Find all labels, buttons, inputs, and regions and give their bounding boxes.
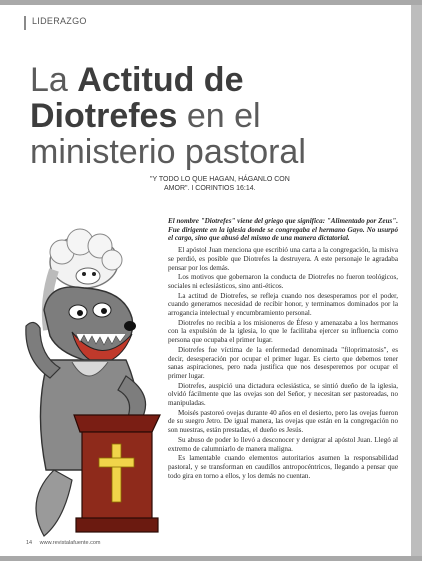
page-side-bar: [411, 5, 422, 556]
title-post: en el ministerio pastoral: [30, 97, 306, 171]
section-tag: [24, 16, 118, 30]
lead-paragraph: El nombre "Diotrefes" viene del griego que significa: "Alimentado por Zeus". Fue dirigente en la iglesia donde se congregaba el hermano Gayo. No usurpó el cargo, sino que abusó del mismo de una manera dictatorial.: [168, 217, 398, 243]
article-title: [30, 62, 400, 170]
title-bold: Actitud de Diotrefes: [30, 61, 244, 135]
paragraph: Moisés pastoreó ovejas durante 40 años en el desierto, pero las ovejas fueron de su suegro Jetro. De igual manera, las ovejas que están en la congregación no son nuestras, están prestadas, el dueño es Jesús.: [168, 408, 398, 435]
paragraph: Diotrefes no recibía a los misioneros de Éfeso y amenazaba a los hermanos con la expulsión de la iglesia, lo que le facilitaba ejercer su influencia como persona que ocupaba el primer lugar.: [168, 318, 398, 345]
quote-line-1: "Y TODO LO QUE HAGAN, HÁGANLO CON: [150, 176, 290, 183]
quote-line-2: AMOR". I CORINTIOS 16:14.: [164, 185, 256, 192]
paragraph: Es lamentable cuando elementos autoritarios asumen la responsabilidad pastoral, y se transforman en caudillos antropocéntricos, llegando a pensar que todo gira en torno a ellos, y los demás no cuentan.: [168, 454, 398, 480]
bottom-border: [0, 556, 422, 561]
paragraph: Diotrefes fue víctima de la enfermedad denominada "filoprimatosis", es decir, desesperación por ocupar el primer lugar. Es cierto que debemos tener sanas aspiraciones, pero nada justifica que nos desesperemos por ocupar el primer lugar.: [168, 345, 398, 380]
page-number: 14: [26, 540, 33, 546]
title-pre: La: [30, 61, 78, 99]
paragraph: La actitud de Diotrefes, se refleja cuando nos desesperamos por el poder, cuando generamos necesidad de recibir honor, y terminamos dominados por la arrogancia intelectual y encumbramiento personal.: [168, 291, 398, 318]
epigraph-quote: [150, 175, 375, 193]
paragraph: El apóstol Juan menciona que escribió una carta a la congregación, la misiva se perdió, es posible que Diotrefes la destruyera. A este personaje le agradaba pensar por los demás.: [168, 246, 398, 272]
article-body: [168, 217, 398, 481]
section-label: LIDERAZGO: [32, 16, 87, 26]
wolf-head: [44, 287, 136, 364]
paragraph: Los motivos que gobernaron la conducta de Diotrefes no fueron teológicos, sociales ni eclesiásticos, sino anti-éticos.: [168, 273, 398, 290]
pulpit: [74, 415, 160, 532]
paragraph: Diotrefes, auspició una dictadura eclesiástica, se sintió dueño de la iglesia, olvidó fácilmente que las ovejas son del Señor, y necesitan ser pastoreadas, no manipuladas.: [168, 381, 398, 408]
website-link[interactable]: www.revistalafuente.com: [39, 540, 101, 546]
wolf-tail: [36, 470, 72, 536]
page-footer: [26, 540, 101, 546]
top-border: [0, 0, 422, 5]
paragraph: Su abuso de poder lo llevó a desconocer y denigrar al apóstol Juan. Llegó al extremo de calumniarlo de manera maligna.: [168, 435, 398, 453]
wolf-in-sheep-clothing-illustration: [14, 200, 179, 545]
